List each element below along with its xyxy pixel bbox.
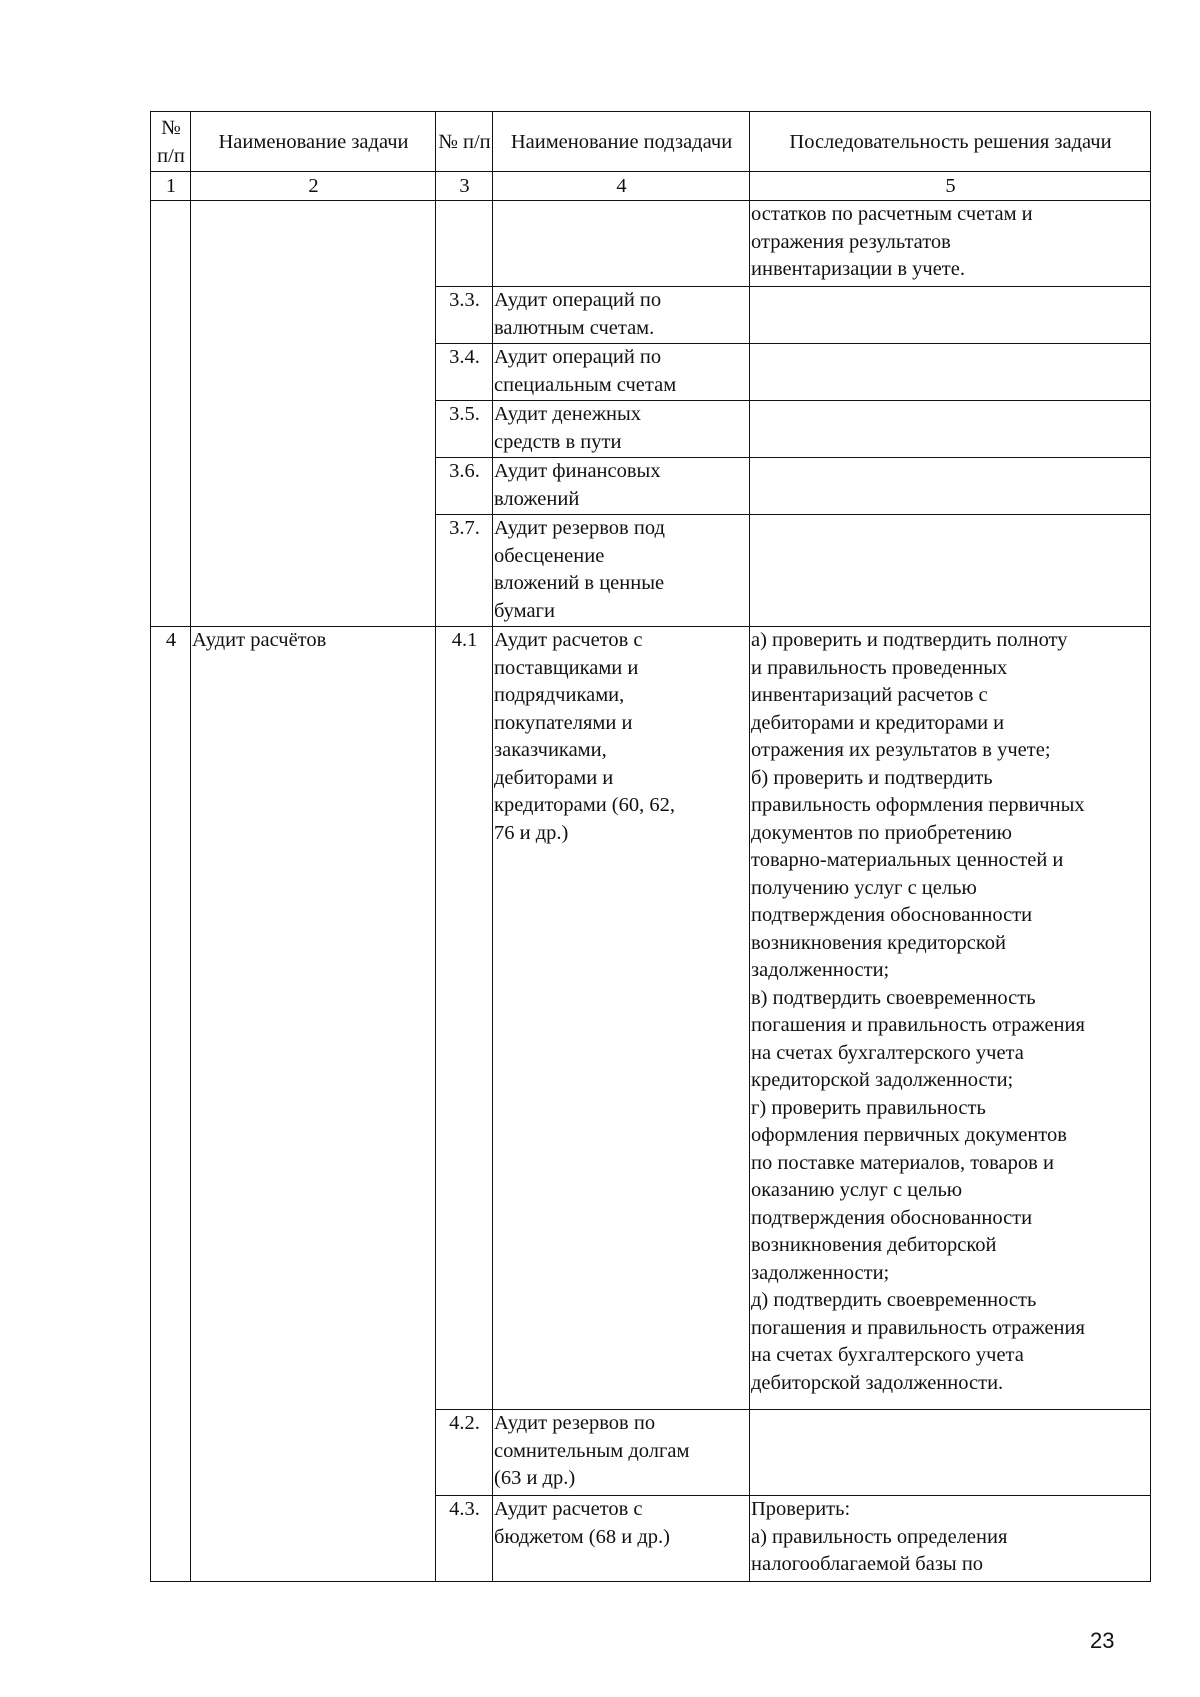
text-line: вложений [494,487,580,510]
solution-sequence [750,627,1151,1410]
text-line: по поставке материалов, товаров и [751,1151,1054,1174]
text-line: специальным счетам [494,373,677,396]
text-line: оказанию услуг с целью [751,1179,963,1201]
column-number: 3 [436,172,493,201]
text-line: Аудит расчетов с [494,629,643,651]
text-line: получению услуг с целью [751,876,977,899]
column-number: 2 [191,172,436,201]
text-line: налогооблагаемой базы по [751,1553,984,1575]
text-line: а) проверить и подтвердить полноту [751,629,1068,651]
text-line: кредиторами (60, 62, [494,794,675,816]
text-line: Аудит расчетов с [494,1498,643,1520]
text-line: покупателями и [494,711,633,734]
text-line: на счетах бухгалтерского учета [751,1041,1024,1064]
header-task-number: № п/п [151,112,191,172]
subtask-name [493,201,750,287]
task-name-cell [191,201,436,627]
text-line: кредиторской задолженности; [751,1069,1014,1091]
text-line: дебиторами и кредиторами и [751,711,1005,734]
task-name: Аудит расчётов [191,627,436,1582]
text-line: в) подтвердить своевременность [751,986,1036,1009]
subtask-number: 4.2. [436,1410,493,1496]
text-line: возникновения дебиторской [751,1234,997,1256]
subtask-number: 3.4. [436,344,493,401]
text-line: б) проверить и подтвердить [751,766,993,789]
text-line: оформления первичных документов [751,1124,1067,1146]
text-line: поставщиками и [494,656,639,679]
subtask-name [493,1410,750,1496]
solution-sequence [750,458,1151,515]
text-line: вложений в ценные [494,572,665,594]
text-line: и правильность проведенных [751,656,1008,679]
text-line: задолженности; [751,959,890,981]
column-number: 1 [151,172,191,201]
text-line: бумаги [494,599,555,622]
text-line: подтверждения обоснованности [751,1206,1033,1229]
solution-sequence [750,1496,1151,1582]
page-number: 23 [1090,1628,1115,1653]
table-header-row [151,112,1151,172]
audit-tasks-table [150,111,1151,1582]
text-line: Аудит операций по [494,346,662,368]
subtask-number: 3.7. [436,515,493,627]
subtask-name [493,344,750,401]
solution-sequence [750,201,1151,287]
task-number: 4 [151,627,191,1582]
text-line: товарно-материальных ценностей и [751,849,1064,871]
text-line: Аудит резервов по [494,1412,656,1434]
text-line: обесценение [494,544,605,567]
header-solution-sequence: Последовательность решения задачи [750,112,1151,172]
text-line: подрядчиками, [494,684,625,706]
text-line: дебиторами и [494,766,614,789]
text-line: правильность оформления первичных [751,794,1085,816]
text-line: а) правильность определения [751,1525,1008,1548]
column-number: 4 [493,172,750,201]
subtask-name [493,627,750,1410]
text-line: 76 и др.) [494,821,569,844]
text-line: средств в пути [494,430,622,453]
text-line: инвентаризации в учете. [751,258,965,280]
text-line: отражения их результатов в учете; [751,739,1051,761]
header-subtask-name: Наименование подзадачи [493,112,750,172]
solution-sequence [750,401,1151,458]
subtask-number: 3.5. [436,401,493,458]
text-line: возникновения кредиторской [751,931,1007,954]
text-line: остатков по расчетным счетам и [751,203,1033,225]
text-line: погашения и правильность отражения [751,1014,1085,1036]
text-line: г) проверить правильность [751,1096,986,1119]
subtask-name [493,458,750,515]
text-line: Аудит операций по [494,289,662,311]
column-number-row [151,172,1151,201]
subtask-name [493,1496,750,1582]
subtask-name [493,401,750,458]
subtask-number [436,201,493,287]
table-row [151,201,1151,287]
solution-sequence [750,515,1151,627]
text-line: Аудит резервов под [494,517,665,539]
table-row [151,627,1151,1410]
text-line: инвентаризаций расчетов с [751,684,988,706]
solution-sequence [750,287,1151,344]
text-line: сомнительным долгам [494,1439,690,1462]
subtask-name [493,515,750,627]
text-line: дебиторской задолженности. [751,1371,1004,1394]
text-line: д) подтвердить своевременность [751,1289,1037,1311]
subtask-name [493,287,750,344]
text-line: бюджетом (68 и др.) [494,1525,670,1548]
text-line: валютным счетам. [494,316,655,339]
subtask-number: 4.3. [436,1496,493,1582]
text-line: заказчиками, [494,739,607,761]
subtask-number: 3.6. [436,458,493,515]
solution-sequence [750,344,1151,401]
column-number: 5 [750,172,1151,201]
text-line: отражения результатов [751,230,951,253]
subtask-number: 3.3. [436,287,493,344]
text-line: документов по приобретению [751,821,1012,844]
subtask-number: 4.1 [436,627,493,1410]
text-line: Проверить: [751,1498,851,1520]
text-line: Аудит финансовых [494,460,661,482]
header-task-name: Наименование задачи [191,112,436,172]
task-number-cell [151,201,191,627]
text-line: задолженности; [751,1261,890,1284]
text-line: (63 и др.) [494,1467,576,1489]
text-line: на счетах бухгалтерского учета [751,1344,1024,1366]
solution-sequence [750,1410,1151,1496]
header-subtask-number: № п/п [436,112,493,172]
text-line: Аудит денежных [494,403,641,425]
text-line: подтверждения обоснованности [751,904,1033,926]
text-line: погашения и правильность отражения [751,1316,1085,1339]
